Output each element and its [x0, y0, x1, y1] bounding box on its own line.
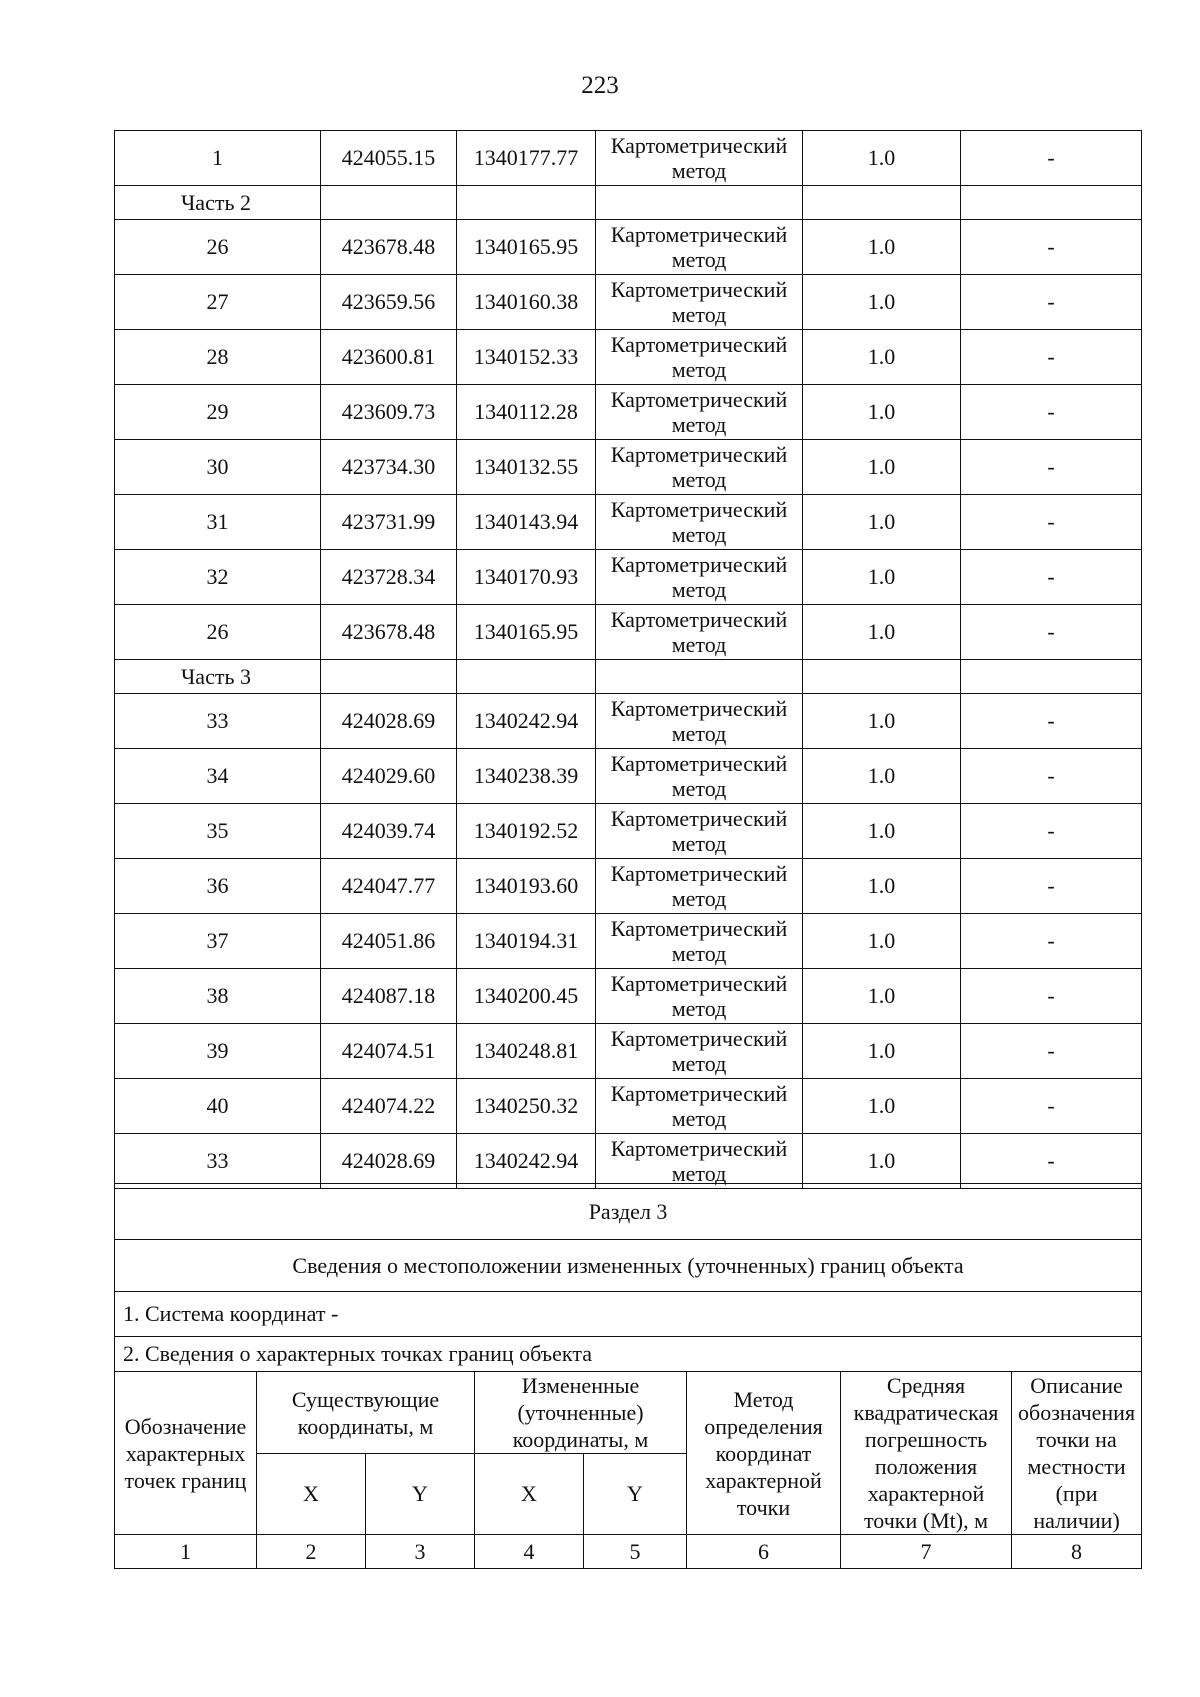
header-accuracy: Средняя квадратическая погрешность положения характерной точки (Mt), м	[841, 1372, 1012, 1535]
column-number: 7	[841, 1535, 1012, 1569]
table-row	[115, 1024, 1142, 1079]
page-number: 223	[581, 72, 619, 99]
coordinate-x: 424087.18	[321, 969, 457, 1024]
coordinate-x: 424074.51	[321, 1024, 457, 1079]
description: -	[961, 385, 1142, 440]
description: -	[961, 440, 1142, 495]
table-row	[115, 804, 1142, 859]
coordinate-y: 1340132.55	[457, 440, 596, 495]
header-method: Метод определения координат характерной точки	[687, 1372, 841, 1535]
empty-cell	[321, 660, 457, 694]
method: Картометрический метод	[596, 859, 803, 914]
empty-cell	[803, 186, 961, 220]
accuracy: 1.0	[803, 1024, 961, 1079]
coordinate-y: 1340160.38	[457, 275, 596, 330]
column-number: 6	[687, 1535, 841, 1569]
method: Картометрический метод	[596, 131, 803, 186]
table-row	[115, 605, 1142, 660]
table-row	[115, 969, 1142, 1024]
method: Картометрический метод	[596, 1024, 803, 1079]
accuracy: 1.0	[803, 131, 961, 186]
description: -	[961, 694, 1142, 749]
empty-cell	[961, 186, 1142, 220]
description: -	[961, 914, 1142, 969]
table-row	[115, 1134, 1142, 1189]
description: -	[961, 495, 1142, 550]
table-row	[115, 385, 1142, 440]
coordinate-x: 423728.34	[321, 550, 457, 605]
accuracy: 1.0	[803, 1134, 961, 1189]
section-subtitle: Сведения о местоположении измененных (уточненных) границ объекта	[115, 1240, 1142, 1292]
table-row	[115, 330, 1142, 385]
description: -	[961, 749, 1142, 804]
table-row	[115, 694, 1142, 749]
coordinate-x: 424055.15	[321, 131, 457, 186]
coordinate-x: 423678.48	[321, 220, 457, 275]
part-row	[115, 186, 1142, 220]
empty-cell	[803, 660, 961, 694]
coordinate-y: 1340250.32	[457, 1079, 596, 1134]
accuracy: 1.0	[803, 859, 961, 914]
coordinate-x: 424029.60	[321, 749, 457, 804]
empty-cell	[321, 186, 457, 220]
part-label: Часть 3	[115, 660, 321, 694]
accuracy: 1.0	[803, 749, 961, 804]
header-changed-coords: Измененные (уточненные) координаты, м	[475, 1372, 687, 1454]
coordinate-x: 424047.77	[321, 859, 457, 914]
point-number: 37	[115, 914, 321, 969]
description: -	[961, 969, 1142, 1024]
accuracy: 1.0	[803, 914, 961, 969]
accuracy: 1.0	[803, 330, 961, 385]
coordinate-y: 1340112.28	[457, 385, 596, 440]
accuracy: 1.0	[803, 694, 961, 749]
description: -	[961, 859, 1142, 914]
empty-cell	[457, 186, 596, 220]
point-number: 35	[115, 804, 321, 859]
empty-cell	[596, 186, 803, 220]
method: Картометрический метод	[596, 495, 803, 550]
coordinate-x: 423678.48	[321, 605, 457, 660]
description: -	[961, 330, 1142, 385]
column-number: 5	[584, 1535, 687, 1569]
table-row	[115, 859, 1142, 914]
point-number: 27	[115, 275, 321, 330]
point-number: 26	[115, 605, 321, 660]
point-number: 29	[115, 385, 321, 440]
empty-cell	[596, 660, 803, 694]
accuracy: 1.0	[803, 550, 961, 605]
method: Картометрический метод	[596, 1134, 803, 1189]
description: -	[961, 275, 1142, 330]
coordinate-y: 1340242.94	[457, 694, 596, 749]
coordinate-x: 423609.73	[321, 385, 457, 440]
point-number: 33	[115, 694, 321, 749]
coordinate-x: 424074.22	[321, 1079, 457, 1134]
coordinate-y: 1340200.45	[457, 969, 596, 1024]
coordinate-x: 424028.69	[321, 1134, 457, 1189]
method: Картометрический метод	[596, 749, 803, 804]
coordinate-y: 1340143.94	[457, 495, 596, 550]
header-existing-y: Y	[366, 1454, 475, 1535]
header-changed-y: Y	[584, 1454, 687, 1535]
header-designation: Обозначение характерных точек границ	[115, 1372, 257, 1535]
header-existing-x: X	[257, 1454, 366, 1535]
point-number: 32	[115, 550, 321, 605]
table-row	[115, 914, 1142, 969]
method: Картометрический метод	[596, 440, 803, 495]
accuracy: 1.0	[803, 220, 961, 275]
column-number: 4	[475, 1535, 584, 1569]
header-changed-x: X	[475, 1454, 584, 1535]
section-title: Раздел 3	[115, 1184, 1142, 1240]
coordinate-system: 1. Система координат -	[115, 1292, 1142, 1337]
point-number: 39	[115, 1024, 321, 1079]
method: Картометрический метод	[596, 804, 803, 859]
coordinate-y: 1340152.33	[457, 330, 596, 385]
description: -	[961, 220, 1142, 275]
table-row	[115, 495, 1142, 550]
coordinate-x: 424028.69	[321, 694, 457, 749]
point-number: 36	[115, 859, 321, 914]
method: Картометрический метод	[596, 914, 803, 969]
accuracy: 1.0	[803, 605, 961, 660]
accuracy: 1.0	[803, 969, 961, 1024]
table-row	[115, 440, 1142, 495]
coordinate-x: 423731.99	[321, 495, 457, 550]
method: Картометрический метод	[596, 1079, 803, 1134]
coordinate-y: 1340238.39	[457, 749, 596, 804]
table-row	[115, 275, 1142, 330]
point-number: 38	[115, 969, 321, 1024]
part-label: Часть 2	[115, 186, 321, 220]
description: -	[961, 1024, 1142, 1079]
coordinate-y: 1340165.95	[457, 605, 596, 660]
points-heading: 2. Сведения о характерных точках границ объекта	[115, 1337, 1142, 1372]
accuracy: 1.0	[803, 275, 961, 330]
part-row	[115, 660, 1142, 694]
empty-cell	[457, 660, 596, 694]
method: Картометрический метод	[596, 694, 803, 749]
boundary-points-table	[114, 130, 1142, 1189]
coordinate-y: 1340192.52	[457, 804, 596, 859]
description: -	[961, 1079, 1142, 1134]
point-number: 26	[115, 220, 321, 275]
coordinate-x: 423734.30	[321, 440, 457, 495]
table-row	[115, 749, 1142, 804]
accuracy: 1.0	[803, 804, 961, 859]
coordinate-y: 1340193.60	[457, 859, 596, 914]
accuracy: 1.0	[803, 440, 961, 495]
table-row	[115, 550, 1142, 605]
description: -	[961, 1134, 1142, 1189]
header-existing-coords: Существующие координаты, м	[257, 1372, 475, 1454]
point-number: 40	[115, 1079, 321, 1134]
accuracy: 1.0	[803, 495, 961, 550]
table-row	[115, 220, 1142, 275]
table-row	[115, 131, 1142, 186]
column-number: 3	[366, 1535, 475, 1569]
coordinate-x: 423659.56	[321, 275, 457, 330]
description: -	[961, 605, 1142, 660]
point-number: 1	[115, 131, 321, 186]
description: -	[961, 804, 1142, 859]
column-number: 2	[257, 1535, 366, 1569]
header-description: Описание обозначения точки на местности (при наличии)	[1012, 1372, 1142, 1535]
description: -	[961, 550, 1142, 605]
empty-cell	[961, 660, 1142, 694]
accuracy: 1.0	[803, 385, 961, 440]
point-number: 30	[115, 440, 321, 495]
coordinate-y: 1340170.93	[457, 550, 596, 605]
coordinate-x: 424039.74	[321, 804, 457, 859]
accuracy: 1.0	[803, 1079, 961, 1134]
method: Картометрический метод	[596, 330, 803, 385]
method: Картометрический метод	[596, 969, 803, 1024]
coordinate-y: 1340248.81	[457, 1024, 596, 1079]
method: Картометрический метод	[596, 220, 803, 275]
description: -	[961, 131, 1142, 186]
point-number: 33	[115, 1134, 321, 1189]
coordinate-y: 1340194.31	[457, 914, 596, 969]
coordinate-x: 424051.86	[321, 914, 457, 969]
method: Картометрический метод	[596, 385, 803, 440]
section-3-table	[114, 1183, 1142, 1569]
point-number: 34	[115, 749, 321, 804]
point-number: 28	[115, 330, 321, 385]
method: Картометрический метод	[596, 275, 803, 330]
table-row	[115, 1079, 1142, 1134]
method: Картометрический метод	[596, 605, 803, 660]
point-number: 31	[115, 495, 321, 550]
column-number: 1	[115, 1535, 257, 1569]
method: Картометрический метод	[596, 550, 803, 605]
column-number: 8	[1012, 1535, 1142, 1569]
coordinate-y: 1340242.94	[457, 1134, 596, 1189]
coordinate-y: 1340177.77	[457, 131, 596, 186]
coordinate-x: 423600.81	[321, 330, 457, 385]
coordinate-y: 1340165.95	[457, 220, 596, 275]
